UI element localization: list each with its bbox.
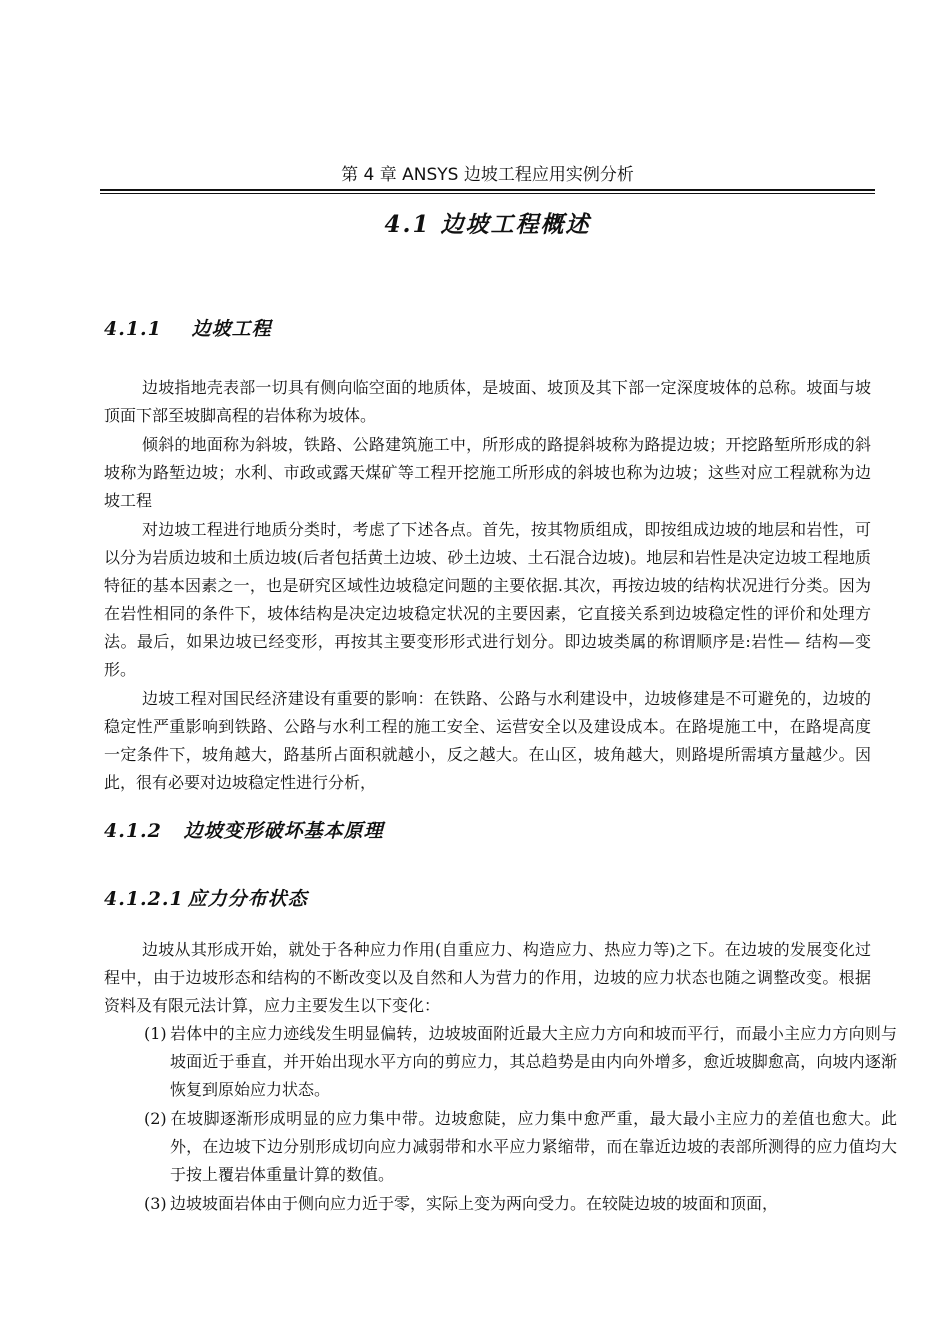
paragraph: 边坡指地壳表部一切具有侧向临空面的地质体，是坡面、坡顶及其下部一定深度坡体的总称。坡面与坡顶面下部至坡脚高程的岩体称为坡体。 (104, 378, 871, 425)
subsection-heading-4-1-2 (104, 818, 384, 844)
subsection-heading-4-1-1 (104, 316, 272, 342)
subsection-number: 4.1.1 (104, 318, 162, 340)
header-rule-thin (100, 193, 875, 194)
subsection-title: 边坡变形破坏基本原理 (183, 820, 384, 842)
subsection-title: 应力分布状态 (187, 888, 308, 910)
list-item-text: 岩体中的主应力迹线发生明显偏转，边坡坡面附近最大主应力方向和坡而平行，而最小主应力方向则与坡面近于垂直，并开始出现水平方向的剪应力，其总趋势是由内向外增多，愈近坡脚愈高，向坡内逐渐恢复到原始应力状态。 (170, 1024, 897, 1099)
paragraph: 边坡工程对国民经济建设有重要的影响：在铁路、公路与水利建设中，边坡修建是不可避免的，边坡的稳定性严重影响到铁路、公路与水利工程的施工安全、运营安全以及建设成本。在路堤施工中，在路堤高度一定条件下，坡角越大，路基所占面积就越小，反之越大。在山区，坡角越大，则路堤所需填方量越少。因此，很有必要对边坡稳定性进行分析， (104, 689, 871, 792)
paragraph: 对边坡工程进行地质分类时，考虑了下述各点。首先，按其物质组成，即按组成边坡的地层和岩性，可以分为岩质边坡和土质边坡(后者包括黄土边坡、砂土边坡、土石混合边坡)。地层和岩性是决定边坡工程地质特征的基本因素之一，也是研究区域性边坡稳定问题的主要依据.其次，再按边坡的结构状况进行分类。因为在岩性相同的条件下，坡体结构是决定边坡稳定状况的主要因素，它直接关系到边坡稳定性的评价和处理方法。最后，如果边坡已经变形，再按其主要变形形式进行划分。即边坡类属的称谓顺序是:岩性— 结构—变形。 (104, 520, 871, 679)
section-title: 4.1 边坡工程概述 (384, 211, 591, 238)
subsection-number: 4.1.2 (104, 820, 162, 842)
subsection-number: 4.1.2.1 (104, 888, 184, 910)
paragraph: 倾斜的地面称为斜坡，铁路、公路建筑施工中，所形成的路提斜坡称为路提边坡；开挖路堑所形成的斜坡称为路堑边坡；水利、市政或露天煤矿等工程开挖施工所形成的斜坡也称为边坡；这些对应工程就称为边坡工程 (104, 435, 871, 510)
header-rule-thick (100, 189, 875, 191)
list-item (144, 1105, 897, 1189)
paragraph: 边坡从其形成开始，就处于各种应力作用(自重应力、构造应力、热应力等)之下。在边坡的发展变化过程中，由于边坡形态和结构的不断改变以及自然和人为营力的作用，边坡的应力状态也随之调整改变。根据资料及有限元法计算，应力主要发生以下变化： (104, 940, 871, 1015)
list-item (144, 1190, 897, 1218)
list-marker: (2) (144, 1109, 167, 1128)
list-item-text: 边坡坡面岩体由于侧向应力近于零，实际上变为两向受力。在较陡边坡的坡面和顶面， (170, 1194, 779, 1213)
list-marker: (3) (144, 1194, 167, 1213)
subsection-title: 边坡工程 (191, 318, 272, 340)
list-item-text: 在坡脚逐渐形成明显的应力集中带。边坡愈陡，应力集中愈严重，最大最小主应力的差值也愈大。此外，在边坡下边分别形成切向应力减弱带和水平应力紧缩带，而在靠近边坡的表部所测得的应力值均大于按上覆岩体重量计算的数值。 (170, 1109, 897, 1184)
list-item (144, 1020, 897, 1104)
subsection-heading-4-1-2-1 (104, 886, 308, 912)
list-marker: (1) (144, 1024, 167, 1043)
running-header: 第 4 章 ANSYS 边坡工程应用实例分析 (341, 165, 634, 185)
